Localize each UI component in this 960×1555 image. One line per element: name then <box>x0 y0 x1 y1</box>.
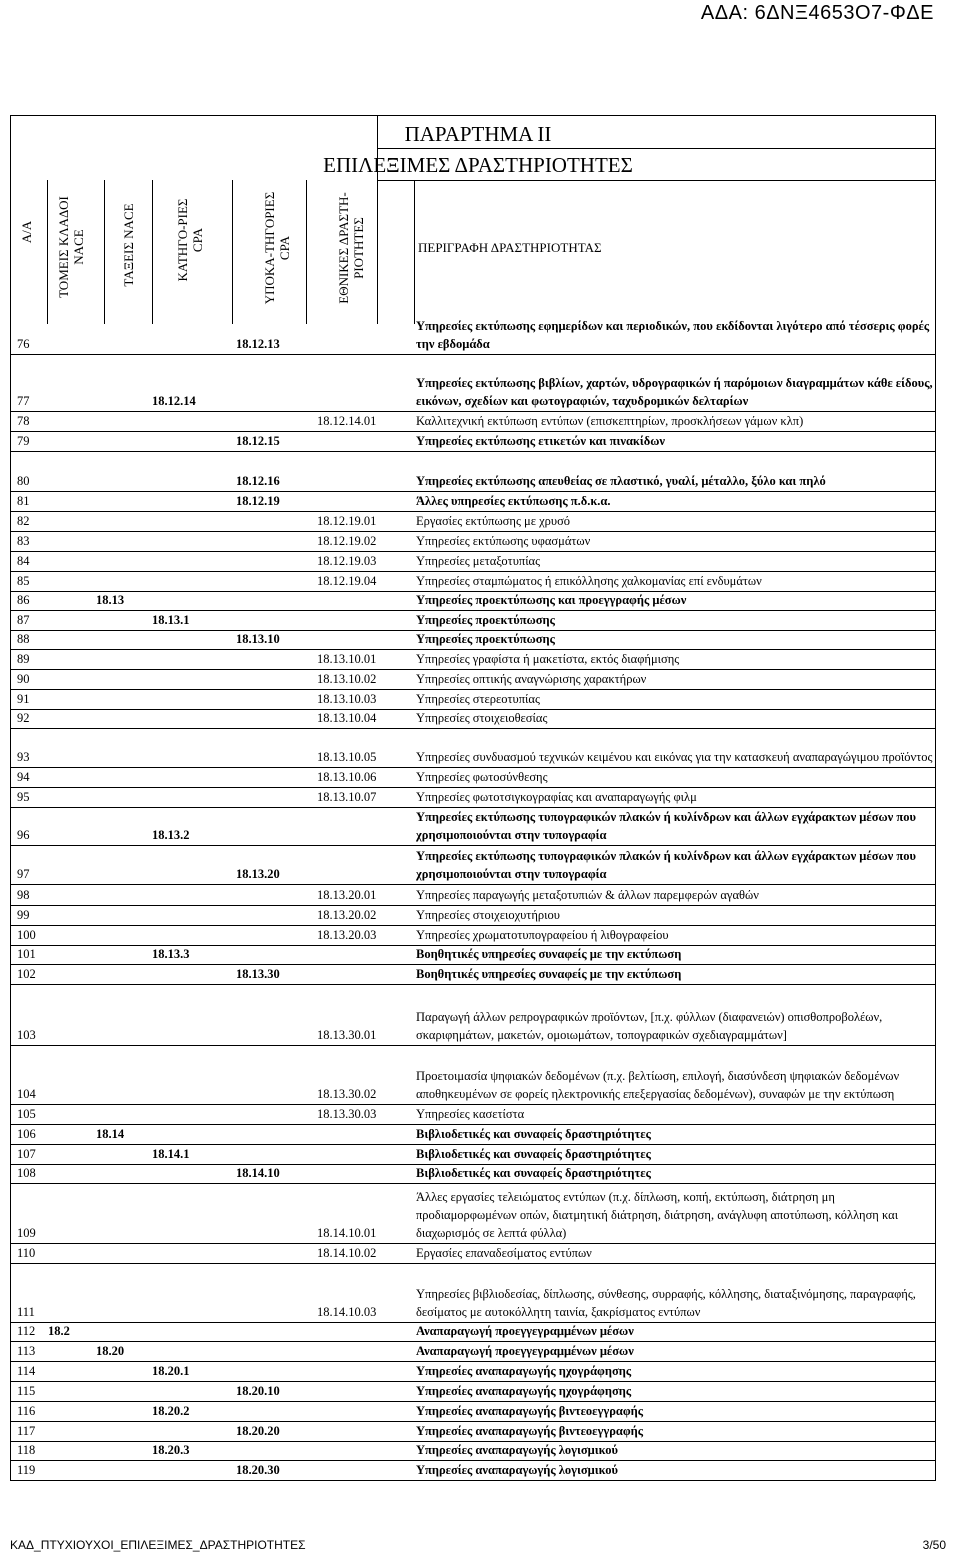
row-number: 119 <box>17 1463 36 1477</box>
activity-code: 18.2 <box>48 1324 70 1338</box>
table-row <box>10 768 936 788</box>
table-row <box>10 1145 936 1165</box>
header-ypokathgories <box>262 178 292 318</box>
row-number: 85 <box>17 574 30 588</box>
row-number: 95 <box>17 790 30 804</box>
activity-description: Υπηρεσίες αναπαραγωγής βιντεοεγγραφής <box>416 1424 644 1438</box>
activity-description: Βιβλιοδετικές και συναφείς δραστηριότητες <box>416 1147 651 1161</box>
row-number: 98 <box>17 888 30 902</box>
table-row <box>10 1382 936 1402</box>
activity-code: 18.13.10.05 <box>317 750 377 764</box>
activity-code: 18.13.30 <box>236 967 280 981</box>
header-kathgories-line2: CPA <box>190 227 205 253</box>
activity-description: Παραγωγή άλλων ρεπρογραφικών προϊόντων, [π.χ. φύλλων (διαφανειών) οπισθοπροβολέων, σκαριφημάτων, μακετών, ομοιωμάτων, τοπογραφικών σχεδιαγραμμάτων] <box>416 1010 883 1042</box>
row-number: 77 <box>17 394 30 408</box>
table-row <box>10 512 936 532</box>
row-number: 90 <box>17 672 30 686</box>
activity-code: 18.12.19.03 <box>317 554 377 568</box>
activity-code: 18.14.10.01 <box>317 1226 377 1240</box>
activity-code: 18.13.30.03 <box>317 1107 377 1121</box>
table-row <box>10 373 936 412</box>
header-kathgories <box>175 180 205 300</box>
header-divider <box>306 180 307 324</box>
table-row <box>10 452 936 492</box>
activity-description: Εργασίες επαναδεσίματος εντύπων <box>416 1246 592 1260</box>
header-tomeis-line2: NACE <box>71 229 86 265</box>
table-row <box>10 1442 936 1461</box>
row-number: 97 <box>17 867 30 881</box>
activity-code: 18.13.30.02 <box>317 1087 377 1101</box>
activity-description: Υπηρεσίες εκτύπωσης απευθείας σε πλαστικό, γυαλί, μέταλλο, ξύλο και πηλό <box>416 474 826 488</box>
activity-description: Βοηθητικές υπηρεσίες συναφείς με την εκτύπωση <box>416 967 682 981</box>
row-number: 109 <box>17 1226 36 1240</box>
ada-code: ΑΔΑ: 6ΔΝΞ4653Ο7-ΦΔΕ <box>700 2 934 24</box>
table-row <box>10 965 936 985</box>
activity-description: Βοηθητικές υπηρεσίες συναφείς με την εκτύπωση <box>416 947 682 961</box>
activity-code: 18.12.19.02 <box>317 534 377 548</box>
row-number: 113 <box>17 1344 36 1358</box>
row-number: 105 <box>17 1107 36 1121</box>
activity-code: 18.14.10 <box>236 1166 280 1180</box>
title-divider <box>377 180 935 181</box>
activity-description: Άλλες υπηρεσίες εκτύπωσης π.δ.κ.α. <box>416 494 611 508</box>
table-row <box>10 1362 936 1382</box>
activity-code: 18.12.16 <box>236 474 280 488</box>
row-number: 117 <box>17 1424 36 1438</box>
row-number: 78 <box>17 414 30 428</box>
activity-code: 18.12.15 <box>236 434 280 448</box>
activity-code: 18.13.2 <box>152 828 190 842</box>
table-row <box>10 1461 936 1481</box>
row-number: 84 <box>17 554 30 568</box>
row-number: 103 <box>17 1028 36 1042</box>
row-number: 93 <box>17 750 30 764</box>
table-row <box>10 906 936 926</box>
activity-code: 18.14.10.02 <box>317 1246 377 1260</box>
activity-description: Υπηρεσίες αναπαραγωγής λογισμικού <box>416 1463 618 1477</box>
activity-code: 18.13.10.02 <box>317 672 377 686</box>
activity-description: Υπηρεσίες στοιχειοθεσίας <box>416 711 548 725</box>
row-number: 83 <box>17 534 30 548</box>
activity-code: 18.13 <box>96 593 125 607</box>
activity-code: 18.13.20.03 <box>317 928 377 942</box>
row-number: 100 <box>17 928 36 942</box>
header-description: ΠΕΡΙΓΡΑΦΗ ΔΡΑΣΤΗΡΙΟΤΗΤΑΣ <box>418 240 602 255</box>
activity-code: 18.14.10.03 <box>317 1305 377 1319</box>
row-number: 80 <box>17 474 30 488</box>
activity-description: Εργασίες εκτύπωσης με χρυσό <box>416 514 571 528</box>
header-ethnikes <box>336 178 366 318</box>
table-row <box>10 1105 936 1125</box>
header-divider <box>377 115 378 324</box>
footer-filename: ΚΑΔ_ΠΤΥΧΙΟΥΧΟΙ_ΕΠΙΛΕΞΙΜΕΣ_ΔΡΑΣΤΗΡΙΟΤΗΤΕΣ <box>10 1538 306 1552</box>
activity-description: Υπηρεσίες μεταξοτυπίας <box>416 554 541 568</box>
row-number: 92 <box>17 711 30 725</box>
row-number: 104 <box>17 1087 36 1101</box>
activity-code: 18.13.20.01 <box>317 888 377 902</box>
table-row <box>10 729 936 768</box>
table-row <box>10 611 936 631</box>
activity-code: 18.20.20 <box>236 1424 280 1438</box>
activity-description: Υπηρεσίες εκτύπωσης τυπογραφικών πλακών ή κυλίνδρων και άλλων εγχάρακτων μέσων που χρησιμοποιούνται στην τυπογραφία <box>416 849 916 881</box>
activity-code: 18.20 <box>96 1344 125 1358</box>
table-row <box>10 1184 936 1244</box>
table-row <box>10 1422 936 1442</box>
header-divider <box>104 180 105 324</box>
table-row <box>10 1165 936 1184</box>
activity-code: 18.13.3 <box>152 947 190 961</box>
table-row <box>10 631 936 650</box>
activity-description: Υπηρεσίες κασετίστα <box>416 1107 525 1121</box>
activity-code: 18.13.10 <box>236 632 280 646</box>
activity-description: Υπηρεσίες αναπαραγωγής βιντεοεγγραφής <box>416 1404 644 1418</box>
table-row <box>10 985 936 1046</box>
row-number: 91 <box>17 692 30 706</box>
activity-code: 18.20.30 <box>236 1463 280 1477</box>
activity-code: 18.13.10.07 <box>317 790 377 804</box>
row-number: 112 <box>17 1324 36 1338</box>
row-number: 118 <box>17 1443 36 1457</box>
header-tomeis-line1: ΤΟΜΕΙΣ ΚΛΑΔΟΙ <box>56 196 71 298</box>
activity-description: Υπηρεσίες φωτοσύνθεσης <box>416 770 548 784</box>
title-divider <box>377 148 935 149</box>
row-number: 89 <box>17 652 30 666</box>
table-row <box>10 1046 936 1105</box>
activity-description: Υπηρεσίες σταμπώματος ή επικόλλησης χαλκομανίας επί ενδυμάτων <box>416 574 762 588</box>
row-number: 107 <box>17 1147 36 1161</box>
activity-code: 18.13.10.04 <box>317 711 377 725</box>
activity-code: 18.14.1 <box>152 1147 190 1161</box>
table-row <box>10 432 936 452</box>
row-number: 108 <box>17 1166 36 1180</box>
row-number: 116 <box>17 1404 36 1418</box>
activity-description: Υπηρεσίες αναπαραγωγής λογισμικού <box>416 1443 618 1457</box>
table-row <box>10 1244 936 1264</box>
row-number: 87 <box>17 613 30 627</box>
header-kathgories-line1: ΚΑΤΗΓΟ-ΡΙΕΣ <box>175 198 190 282</box>
activity-description: Υπηρεσίες προεκτύπωσης <box>416 632 555 646</box>
row-number: 114 <box>17 1364 36 1378</box>
activity-code: 18.13.10.01 <box>317 652 377 666</box>
activity-description: Υπηρεσίες αναπαραγωγής ηχογράφησης <box>416 1364 632 1378</box>
annex-title: ΠΑΡΑΡΤΗΜΑ ΙΙ <box>404 122 552 146</box>
activity-description: Υπηρεσίες προεκτύπωσης και προεγγραφής μέσων <box>416 593 687 607</box>
activity-description: Υπηρεσίες συνδυασμού τεχνικών κειμένου και εικόνας για την κατασκευή αναπαραγώγιμου προϊόντος <box>416 750 933 764</box>
activity-code: 18.20.10 <box>236 1384 280 1398</box>
row-number: 82 <box>17 514 30 528</box>
row-number: 94 <box>17 770 30 784</box>
activity-code: 18.12.19.04 <box>317 574 377 588</box>
table-row <box>10 532 936 552</box>
table-row <box>10 946 936 965</box>
row-number: 86 <box>17 593 30 607</box>
table-row <box>10 670 936 690</box>
activity-code: 18.13.20.02 <box>317 908 377 922</box>
row-number: 76 <box>17 337 30 351</box>
header-aa: Α/Α <box>19 220 34 244</box>
activity-description: Υπηρεσίες αναπαραγωγής ηχογράφησης <box>416 1384 632 1398</box>
table-row <box>10 926 936 946</box>
activity-description: Υπηρεσίες γραφίστα ή μακετίστα, εκτός διαφήμισης <box>416 652 680 666</box>
table-row <box>10 552 936 572</box>
activity-code: 18.12.19.01 <box>317 514 377 528</box>
activity-code: 18.12.19 <box>236 494 280 508</box>
row-number: 81 <box>17 494 30 508</box>
activity-description: Βιβλιοδετικές και συναφείς δραστηριότητες <box>416 1127 651 1141</box>
activity-code: 18.13.30.01 <box>317 1028 377 1042</box>
header-taxeis: ΤΑΞΕΙΣ NACE <box>121 203 136 287</box>
activity-description: Άλλες εργασίες τελειώματος εντύπων (π.χ. δίπλωση, κοπή, εκτύπωση, διάτρηση μη προδιαμορφωμένων οπών, διατμητική διάτρηση, διάτρηση, ανάγλυφη αποτύπωση, κόλληση και διαχωρισμός σε λεπτά φύλλα) <box>416 1190 899 1240</box>
table-row <box>10 808 936 846</box>
header-tomeis <box>56 182 86 312</box>
activity-description: Υπηρεσίες εκτύπωσης ετικετών και πινακίδων <box>416 434 665 448</box>
table-row <box>10 572 936 592</box>
activity-description: Αναπαραγωγή προεγγεγραμμένων μέσων <box>416 1324 634 1338</box>
row-number: 99 <box>17 908 30 922</box>
activity-description: Υπηρεσίες εκτύπωσης βιβλίων, χαρτών, υδρογραφικών ή παρόμοιων διαγραμμάτων κάθε είδους, εικόνων, σχεδίων και φωτογραφιών, ταχυδρομικών δελταρίων <box>416 376 933 408</box>
header-ypokathgories-line1: ΥΠΟΚΑ-ΤΗΓΟΡΙΕΣ <box>262 191 277 305</box>
activity-description: Υπηρεσίες στοιχειοχυτήριου <box>416 908 560 922</box>
activity-code: 18.12.13 <box>236 337 280 351</box>
header-ethnikes-line1: ΕΘΝΙΚΕΣ ΔΡΑΣΤΗ- <box>336 192 351 304</box>
activity-code: 18.20.2 <box>152 1404 190 1418</box>
table-row <box>10 592 936 611</box>
activity-description: Υπηρεσίες εκτύπωσης εφημερίδων και περιοδικών, που εκδίδονται λιγότερο από τέσσερις φορές την εβδομάδα <box>416 319 930 351</box>
activity-description: Καλλιτεχνική εκτύπωση εντύπων (επισκεπτηρίων, προσκλήσεων γάμων κλπ) <box>416 414 804 428</box>
header-divider <box>152 180 153 324</box>
activity-code: 18.13.20 <box>236 867 280 881</box>
table-row <box>10 1264 936 1323</box>
table-row <box>10 650 936 670</box>
row-number: 102 <box>17 967 36 981</box>
activity-description: Υπηρεσίες φωτοτσιγκογραφίας και αναπαραγωγής φιλμ <box>416 790 697 804</box>
table-row <box>10 1402 936 1422</box>
activity-description: Βιβλιοδετικές και συναφείς δραστηριότητες <box>416 1166 651 1180</box>
table-row <box>10 885 936 906</box>
activity-description: Υπηρεσίες χρωματοτυπογραφείου ή λιθογραφείου <box>416 928 669 942</box>
activity-description: Υπηρεσίες βιβλιοδεσίας, δίπλωσης, σύνθεσης, συρραφής, κόλλησης, διαταξινόμησης, παραγραφής, δεσίματος με αυτοκόλλητη ταινία, ξακρίσματος εντύπων <box>416 1287 916 1319</box>
activity-code: 18.12.14 <box>152 394 196 408</box>
activity-description: Υπηρεσίες στερεοτυπίας <box>416 692 540 706</box>
table-row <box>10 1125 936 1145</box>
table-row <box>10 788 936 808</box>
activity-description: Προετοιμασία ψηφιακών δεδομένων (π.χ. βελτίωση, επιλογή, διασύνδεση ψηφιακών δεδομένων αποθηκευμένων σε φορείς ηλεκτρονικής επεξεργασίας δεδομένων), συναφών με την εκτύπωση <box>416 1069 900 1101</box>
activity-description: Υπηρεσίες εκτύπωσης υφασμάτων <box>416 534 591 548</box>
activity-code: 18.13.10.06 <box>317 770 377 784</box>
table-row <box>10 710 936 729</box>
header-divider <box>232 180 233 324</box>
activity-description: Υπηρεσίες παραγωγής μεταξοτυπιών & άλλων παρεμφερών αγαθών <box>416 888 759 902</box>
row-number: 110 <box>17 1246 36 1260</box>
row-number: 115 <box>17 1384 36 1398</box>
activity-description: Υπηρεσίες προεκτύπωσης <box>416 613 555 627</box>
row-number: 106 <box>17 1127 36 1141</box>
page-number: 3/50 <box>922 1538 946 1552</box>
activity-code: 18.13.10.03 <box>317 692 377 706</box>
activity-code: 18.12.14.01 <box>317 414 377 428</box>
row-number: 79 <box>17 434 30 448</box>
header-ypokathgories-line2: CPA <box>277 235 292 261</box>
activity-description: Αναπαραγωγή προεγγεγραμμένων μέσων <box>416 1344 634 1358</box>
activity-code: 18.20.1 <box>152 1364 190 1378</box>
activity-description: Υπηρεσίες εκτύπωσης τυπογραφικών πλακών ή κυλίνδρων και άλλων εγχάρακτων μέσων που χρησιμοποιούνται στην τυπογραφία <box>416 810 916 842</box>
table-row <box>10 846 936 885</box>
row-number: 111 <box>17 1305 35 1319</box>
table-row <box>10 319 936 355</box>
activity-code: 18.13.1 <box>152 613 190 627</box>
activity-code: 18.20.3 <box>152 1443 190 1457</box>
table-row <box>10 412 936 432</box>
table-row <box>10 690 936 710</box>
activity-code: 18.14 <box>96 1127 125 1141</box>
row-number: 96 <box>17 828 30 842</box>
table-row <box>10 1342 936 1362</box>
row-number: 101 <box>17 947 36 961</box>
header-divider <box>47 180 48 324</box>
row-number: 88 <box>17 632 30 646</box>
annex-subtitle: ΕΠΙΛΕΞΙΜΕΣ ΔΡΑΣΤΗΡΙΟΤΗΤΕΣ <box>323 153 633 177</box>
activity-description: Υπηρεσίες οπτικής αναγνώρισης χαρακτήρων <box>416 672 647 686</box>
header-ethnikes-line2: ΡΙΟΤΗΤΕΣ <box>351 217 366 279</box>
row-divider <box>10 354 936 355</box>
header-divider <box>414 180 415 324</box>
table-row <box>10 1323 936 1342</box>
table-row <box>10 492 936 512</box>
row-divider <box>10 1480 936 1481</box>
